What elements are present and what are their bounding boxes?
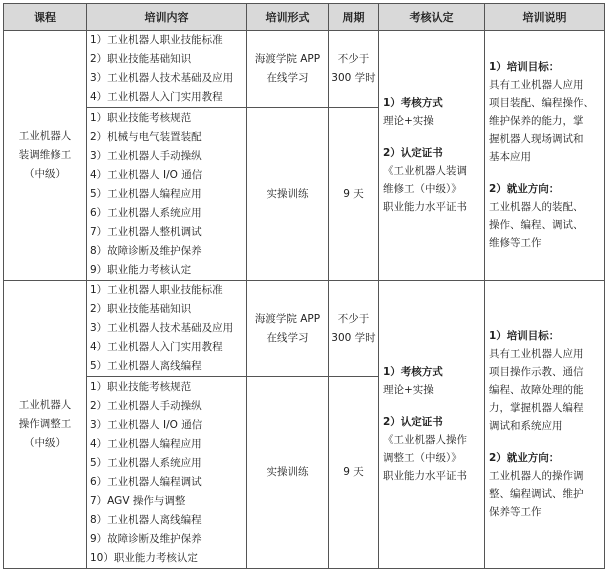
description-goal-line: 具有工业机器人应用 xyxy=(489,348,584,361)
course2-online-content xyxy=(87,280,247,376)
header-period: 周期 xyxy=(329,4,379,31)
description-goal-line: 握机器人现场调试和 xyxy=(489,133,584,146)
description-goal-title: 1）培训目标： xyxy=(489,330,560,343)
content-item: 6）工业机器人编程调试 xyxy=(90,475,202,488)
header-description: 培训说明 xyxy=(485,4,605,31)
period-line: 不少于 xyxy=(337,53,370,66)
course1-name xyxy=(4,31,87,281)
content-item: 3）工业机器人技术基础及应用 xyxy=(90,72,234,85)
content-item: 10）职业能力考核认定 xyxy=(90,551,198,564)
description-goal-line: 具有工业机器人应用 xyxy=(489,79,584,92)
description-goal-line: 项目装配、编程操作、 xyxy=(489,97,594,110)
content-item: 3）工业机器人手动操纵 xyxy=(90,149,202,162)
content-item: 3）工业机器人技术基础及应用 xyxy=(90,322,234,335)
course2-practice-period: 9 天 xyxy=(329,377,379,569)
course2-online-row xyxy=(4,280,605,376)
course2-assessment xyxy=(379,280,485,568)
content-item: 1）工业机器人职业技能标准 xyxy=(90,284,223,297)
form-line: 在线学习 xyxy=(266,331,309,344)
assessment-cert-line: 职业能力水平证书 xyxy=(383,201,467,214)
assessment-cert-line: 《工业机器人装调 xyxy=(383,165,467,178)
content-item: 1）工业机器人职业技能标准 xyxy=(90,34,223,47)
description-goal-line: 力，掌握机器人编程 xyxy=(489,402,584,415)
content-item: 3）工业机器人 I/O 通信 xyxy=(90,418,203,431)
course2-name-line: （中级） xyxy=(24,436,66,449)
content-item: 5）工业机器人编程应用 xyxy=(90,187,202,200)
content-item: 9）故障诊断及维护保养 xyxy=(90,532,202,545)
content-item: 5）工业机器人系统应用 xyxy=(90,456,202,469)
content-item: 4）工业机器人 I/O 通信 xyxy=(90,168,203,181)
form-line: 在线学习 xyxy=(266,72,309,85)
content-item: 1）职业技能考核规范 xyxy=(90,380,192,393)
assessment-method-title: 1）考核方式 xyxy=(383,366,443,379)
content-item: 7）AGV 操作与调整 xyxy=(90,494,186,507)
header-form: 培训形式 xyxy=(247,4,329,31)
content-item: 5）工业机器人离线编程 xyxy=(90,360,202,373)
course1-online-period xyxy=(329,31,379,108)
course1-name-line: （中级） xyxy=(24,167,66,180)
header-row xyxy=(4,4,605,31)
content-item: 6）工业机器人系统应用 xyxy=(90,206,202,219)
content-item: 9）职业能力考核认定 xyxy=(90,263,192,276)
assessment-cert-title: 2）认定证书 xyxy=(383,416,443,429)
course2-online-period xyxy=(329,280,379,376)
course1-online-form xyxy=(247,31,329,108)
content-item: 4）工业机器人入门实用教程 xyxy=(90,91,223,104)
header-content: 培训内容 xyxy=(87,4,247,31)
course1-name-line: 工业机器人 xyxy=(18,129,72,142)
assessment-method-title: 1）考核方式 xyxy=(383,97,443,110)
assessment-cert-line: 《工业机器人操作 xyxy=(383,434,467,447)
course2-name xyxy=(4,280,87,568)
course2-practice-form: 实操训练 xyxy=(247,377,329,569)
content-item: 4）工业机器人编程应用 xyxy=(90,437,202,450)
course1-name-line: 装调维修工 xyxy=(18,148,72,161)
description-job-title: 2）就业方向： xyxy=(489,452,560,465)
course1-description xyxy=(485,31,605,281)
description-job-line: 工业机器人的操作调 xyxy=(489,470,584,483)
course2-online-form xyxy=(247,280,329,376)
content-item: 7）工业机器人整机调试 xyxy=(90,225,202,238)
training-table xyxy=(3,3,605,569)
description-goal-line: 编程、故障处理的能 xyxy=(489,384,584,397)
description-job-line: 工业机器人的装配、 xyxy=(489,201,584,214)
course2-name-line: 操作调整工 xyxy=(18,417,72,430)
period-line: 不少于 xyxy=(337,312,370,325)
description-goal-line: 基本应用 xyxy=(489,151,531,164)
period-line: 300 学时 xyxy=(331,331,376,344)
description-goal-title: 1）培训目标： xyxy=(489,61,560,74)
description-goal-line: 项目操作示教、通信 xyxy=(489,366,584,379)
header-assessment: 考核认定 xyxy=(379,4,485,31)
description-job-line: 整、编程调试、维护 xyxy=(489,488,584,501)
content-item: 2）职业技能基础知识 xyxy=(90,53,192,66)
course1-online-content xyxy=(87,31,247,108)
content-item: 4）工业机器人入门实用教程 xyxy=(90,341,223,354)
content-item: 8）故障诊断及维护保养 xyxy=(90,244,202,257)
description-job-line: 操作、编程、调试、 xyxy=(489,219,584,232)
course1-assessment xyxy=(379,31,485,281)
description-job-line: 保养等工作 xyxy=(489,506,542,519)
course2-practice-content xyxy=(87,377,247,569)
assessment-method-text: 理论+实操 xyxy=(383,115,434,128)
form-line: 海渡学院 APP xyxy=(254,312,321,325)
content-item: 8）工业机器人离线编程 xyxy=(90,513,202,526)
assessment-cert-line: 维修工（中级）》 xyxy=(383,183,462,196)
header-course: 课程 xyxy=(4,4,87,31)
content-item: 2）工业机器人手动操纵 xyxy=(90,399,202,412)
assessment-method-text: 理论+实操 xyxy=(383,384,434,397)
assessment-cert-title: 2）认定证书 xyxy=(383,147,443,160)
content-item: 2）职业技能基础知识 xyxy=(90,303,192,316)
description-job-title: 2）就业方向： xyxy=(489,183,560,196)
course1-online-row xyxy=(4,31,605,108)
course1-practice-period: 9 天 xyxy=(329,108,379,281)
course1-practice-content xyxy=(87,108,247,281)
course2-name-line: 工业机器人 xyxy=(18,398,72,411)
period-line: 300 学时 xyxy=(331,72,376,85)
assessment-cert-line: 职业能力水平证书 xyxy=(383,470,467,483)
course1-practice-form: 实操训练 xyxy=(247,108,329,281)
form-line: 海渡学院 APP xyxy=(254,53,321,66)
assessment-cert-line: 调整工（中级）》 xyxy=(383,452,462,465)
content-item: 2）机械与电气装置装配 xyxy=(90,130,202,143)
description-goal-line: 调试和系统应用 xyxy=(489,420,563,433)
description-goal-line: 维护保养的能力，掌 xyxy=(489,115,584,128)
description-job-line: 维修等工作 xyxy=(489,237,542,250)
course2-description xyxy=(485,280,605,568)
content-item: 1）职业技能考核规范 xyxy=(90,111,192,124)
